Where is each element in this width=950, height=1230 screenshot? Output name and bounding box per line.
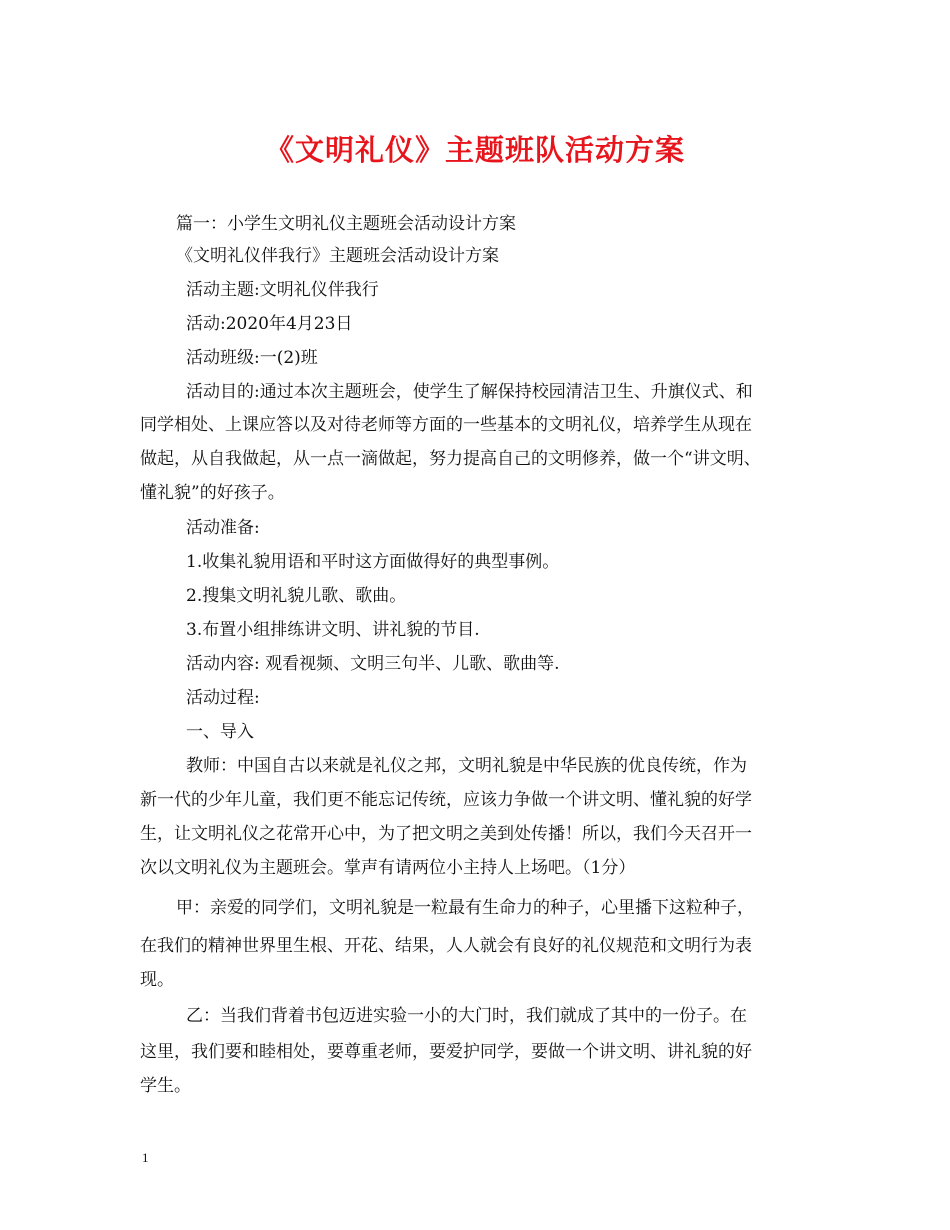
paragraph-line: 在我们的精神世界里生根、开花、结果，人人就会有良好的礼仪规范和文明行为表	[140, 936, 752, 956]
paragraph-line: 懂礼貌”的好孩子。	[140, 483, 285, 503]
paragraph-line: 甲：亲爱的同学们，文明礼貌是一粒最有生命力的种子，心里播下这粒种子，	[176, 898, 754, 918]
list-item: 2.搜集文明礼貌儿歌、歌曲。	[186, 586, 407, 606]
paragraph-line: 学生。	[140, 1076, 191, 1096]
paragraph-line: 同学相处、上课应答以及对待老师等方面的一些基本的文明礼仪，培养学生从现在	[140, 415, 752, 435]
activity-date: 活动:2020年4月23日	[186, 314, 353, 334]
plan-title: 《文明礼仪伴我行》主题班会活动设计方案	[176, 246, 499, 266]
activity-class: 活动班级:一(2)班	[186, 348, 318, 368]
list-item: 3.布置小组排练讲文明、讲礼貌的节目.	[186, 620, 480, 640]
document-title: 《文明礼仪》主题班队活动方案	[264, 133, 685, 167]
paragraph-line: 乙：当我们背着书包迈进实验一小的大门时，我们就成了其中的一份子。在	[186, 1006, 747, 1026]
paragraph-line: 现。	[140, 970, 174, 990]
paragraph-line: 活动过程:	[186, 688, 260, 708]
page-number: 1	[142, 1150, 149, 1165]
paragraph-line: 活动内容: 观看视频、文明三句半、儿歌、歌曲等.	[186, 654, 560, 674]
paragraph-line: 活动准备:	[186, 518, 260, 538]
paragraph-line: 教师：中国自古以来就是礼仪之邦，文明礼貌是中华民族的优良传统，作为	[186, 756, 747, 776]
section-heading: 篇一：小学生文明礼仪主题班会活动设计方案	[176, 214, 516, 234]
list-item: 1.收集礼貌用语和平时这方面做得好的典型事例。	[186, 552, 560, 572]
paragraph-line: 这里，我们要和睦相处，要尊重老师，要爱护同学，要做一个讲文明、讲礼貌的好	[140, 1042, 752, 1062]
activity-theme: 活动主题:文明礼仪伴我行	[186, 280, 379, 300]
paragraph-line: 活动目的:通过本次主题班会，使学生了解保持校园清洁卫生、升旗仪式、和	[186, 382, 753, 402]
paragraph-line: 次以文明礼仪为主题班会。掌声有请两位小主持人上场吧。（1分）	[140, 858, 636, 878]
paragraph-line: 做起，从自我做起，从一点一滴做起，努力提高自己的文明修养，做一个“讲文明、	[140, 449, 761, 469]
paragraph-line: 生，让文明礼仪之花常开心中，为了把文明之美到处传播！所以，我们今天召开一	[140, 824, 752, 844]
paragraph-line: 新一代的少年儿童，我们更不能忘记传统，应该力争做一个讲文明、懂礼貌的好学	[140, 790, 752, 810]
section-heading: 一、导入	[186, 722, 254, 742]
